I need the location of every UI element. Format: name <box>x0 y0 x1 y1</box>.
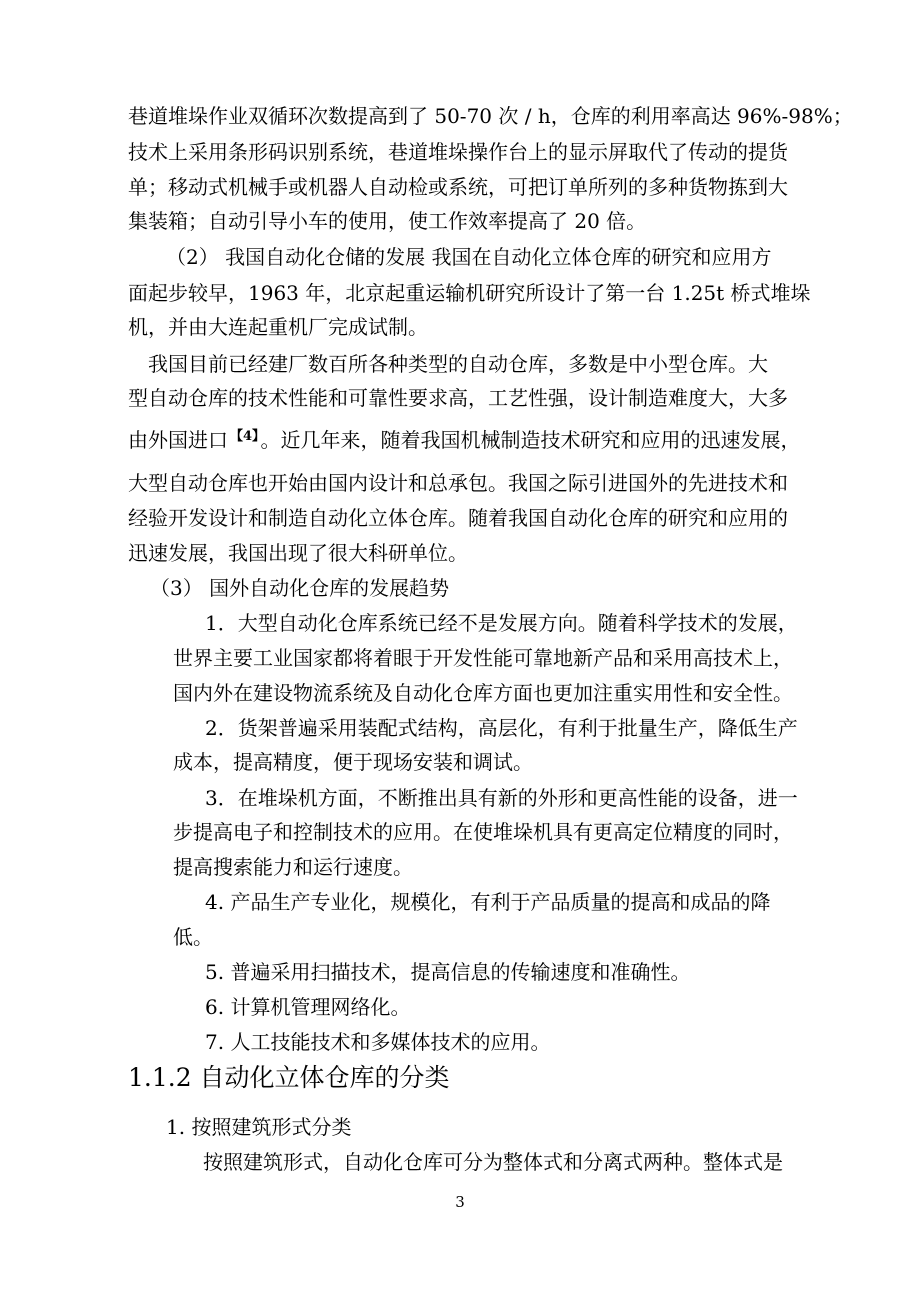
list-item: 5. 普遍采用扫描技术，提高信息的传输速度和准确性。 <box>205 960 691 984</box>
text-segment: 由外国进口 <box>128 428 228 452</box>
text-line: 成本，提高精度，便于现场安装和调试。 <box>173 750 533 774</box>
text-line: 机，并由大连起重机厂完成试制。 <box>128 315 428 339</box>
text-line: 步提高电子和控制技术的应用。在使堆垛机具有更高定位精度的同时， <box>173 820 793 844</box>
text-line: 迅速发展，我国出现了很大科研单位。 <box>128 541 468 565</box>
list-item: 2．货架普遍采用装配式结构，高层化，有利于批量生产，降低生产 <box>205 716 798 740</box>
text-line: 型自动仓库的技术性能和可靠性要求高，工艺性强，设计制造难度大，大多 <box>128 386 788 410</box>
page-number: 3 <box>455 1193 465 1211</box>
text-line-with-citation <box>128 427 801 453</box>
list-item: 7. 人工技能技术和多媒体技术的应用。 <box>205 1030 551 1054</box>
text-line: 按照建筑形式，自动化仓库可分为整体式和分离式两种。整体式是 <box>203 1150 783 1174</box>
text-line: 集装箱；自动引导小车的使用，使工作效率提高了 20 倍。 <box>128 209 647 233</box>
citation-marker[interactable]: 【4】 <box>230 429 259 444</box>
text-line: 巷道堆垛作业双循环次数提高到了 50-70 次 / h，仓库的利用率高达 96%-98%； <box>128 104 853 128</box>
text-line: 我国目前已经建厂数百所各种类型的自动仓库，多数是中小型仓库。大 <box>148 352 768 376</box>
list-item: 3．在堆垛机方面，不断推出具有新的外形和更高性能的设备，进一 <box>205 786 798 810</box>
text-line: 世界主要工业国家都将着眼于开发性能可靠地新产品和采用高技术上， <box>173 646 793 670</box>
section-heading: 1.1.2 自动化立体仓库的分类 <box>128 1063 450 1092</box>
subsection-heading-foreign: （3） 国外自动化仓库的发展趋势 <box>150 576 450 600</box>
list-item: 6. 计算机管理网络化。 <box>205 995 411 1019</box>
list-item: 1．大型自动化仓库系统已经不是发展方向。随着科学技术的发展， <box>205 611 798 635</box>
text-segment: 。近几年来，随着我国机械制造技术研究和应用的迅速发展， <box>260 428 801 452</box>
text-line: 提高搜索能力和运行速度。 <box>173 855 413 879</box>
text-line: 面起步较早，1963 年，北京起重运输机研究所设计了第一台 1.25t 桥式堆垛 <box>128 281 811 305</box>
text-line: 技术上采用条形码识别系统，巷道堆垛操作台上的显示屏取代了传动的提货 <box>128 140 788 164</box>
list-item: 1. 按照建筑形式分类 <box>166 1115 352 1139</box>
text-line: 大型自动仓库也开始由国内设计和总承包。我国之际引进国外的先进技术和 <box>128 471 788 495</box>
subsection-heading-domestic: （2） 我国自动化仓储的发展 我国在自动化立体仓库的研究和应用方 <box>166 245 772 269</box>
text-line: 经验开发设计和制造自动化立体仓库。随着我国自动化仓库的研究和应用的 <box>128 506 788 530</box>
text-line: 低。 <box>173 925 213 949</box>
text-line: 国内外在建设物流系统及自动化仓库方面也更加注重实用性和安全性。 <box>173 681 793 705</box>
text-line: 单；移动式机械手或机器人自动检或系统，可把订单所列的多种货物拣到大 <box>128 175 788 199</box>
list-item: 4. 产品生产专业化，规模化，有利于产品质量的提高和成品的降 <box>205 890 771 914</box>
